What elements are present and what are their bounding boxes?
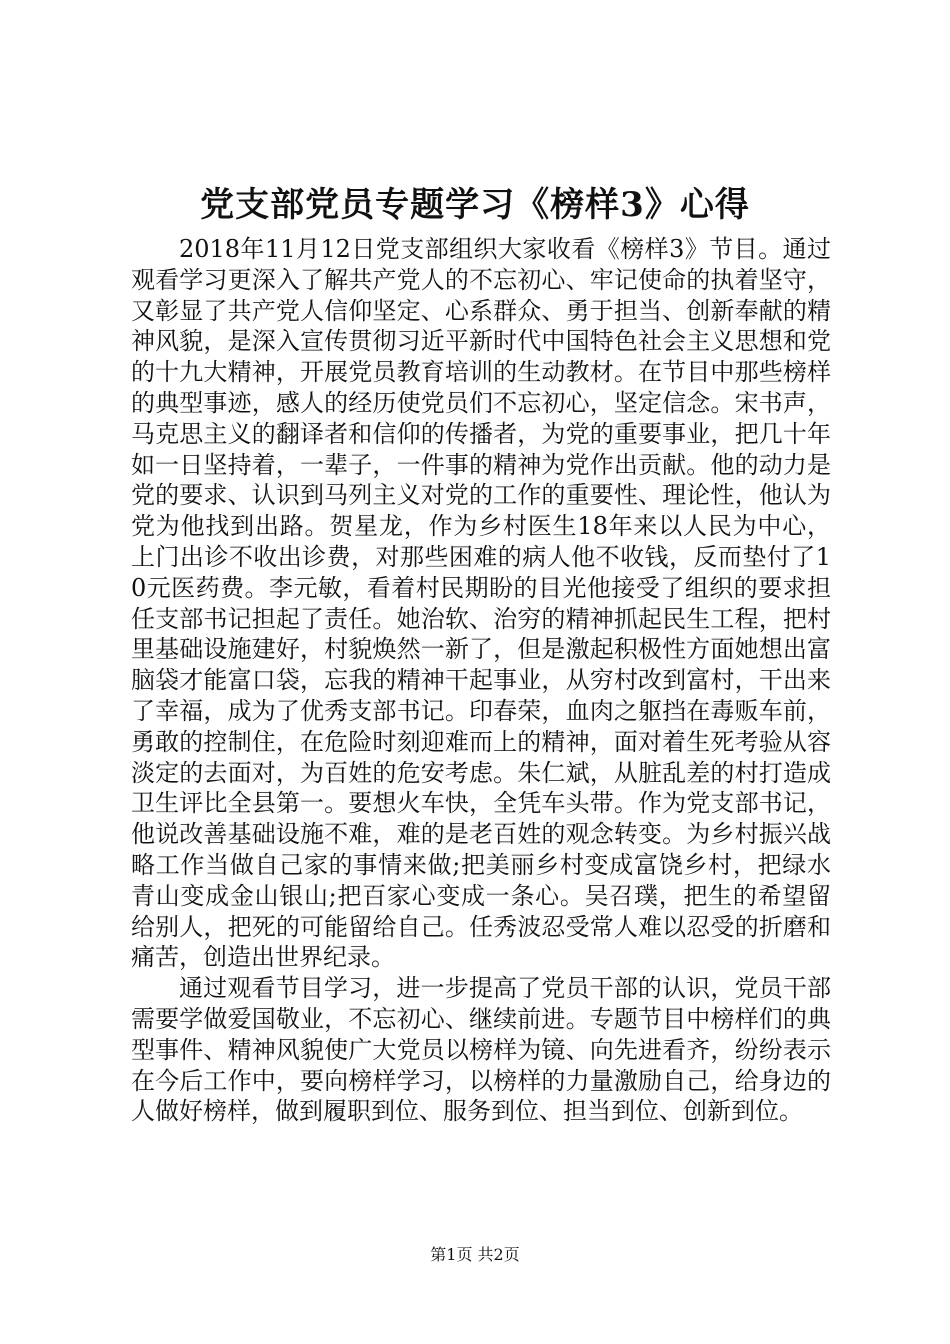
document-title: 党支部党员专题学习《榜样3》心得 xyxy=(200,185,750,225)
paragraph-2: 通过观看节目学习，进一步提高了党员干部的认识，党员干部需要学做爱国敬业，不忘初心、继续前进。专题节目中榜样们的典型事件、精神风貌使广大党员以榜样为镜、向先进看齐，纷纷表示在今后工作中，要向榜样学习，以榜样的力量激励自己，给身边的人做好榜样，做到履职到位、服务到位、担当到位、创新到位。 xyxy=(131,974,831,1126)
page-number-footer: 第1页 共2页 xyxy=(430,1245,520,1264)
document-body xyxy=(131,234,831,1127)
paragraph-1: 2018年11月12日党支部组织大家收看《榜样3》节目。通过观看学习更深入了解共产党人的不忘初心、牢记使命的执着坚守，又彰显了共产党人信仰坚定、心系群众、勇于担当、创新奉献的精神风貌，是深入宣传贯彻习近平新时代中国特色社会主义思想和党的十九大精神，开展党员教育培训的生动教材。在节目中那些榜样的典型事迹，感人的经历使党员们不忘初心，坚定信念。宋书声，马克思主义的翻译者和信仰的传播者，为党的重要事业，把几十年如一日坚持着，一辈子，一件事的精神为党作出贡献。他的动力是党的要求、认识到马列主义对党的工作的重要性、理论性，他认为党为他找到出路。贺星龙，作为乡村医生18年来以人民为中心，上门出诊不收出诊费，对那些困难的病人他不收钱，反而垫付了10元医药费。李元敏，看着村民期盼的目光他接受了组织的要求担任支部书记担起了责任。她治软、治穷的精神抓起民生工程，把村里基础设施建好，村貌焕然一新了，但是激起积极性方面她想出富脑袋才能富口袋，忘我的精神干起事业，从穷村改到富村，干出来了幸福，成为了优秀支部书记。印春荣，血肉之躯挡在毒贩车前，勇敢的控制住，在危险时刻迎难而上的精神，面对着生死考验从容淡定的去面对，为百姓的危安考虑。朱仁斌，从脏乱差的村打造成卫生评比全县第一。要想火车快，全凭车头带。作为党支部书记，他说改善基础设施不难，难的是老百姓的观念转变。为乡村振兴战略工作当做自己家的事情来做;把美丽乡村变成富饶乡村，把绿水青山变成金山银山;把百家心变成一条心。吴召璞，把生的希望留给别人，把死的可能留给自己。任秀波忍受常人难以忍受的折磨和痛苦，创造出世界纪录。 xyxy=(131,235,831,972)
